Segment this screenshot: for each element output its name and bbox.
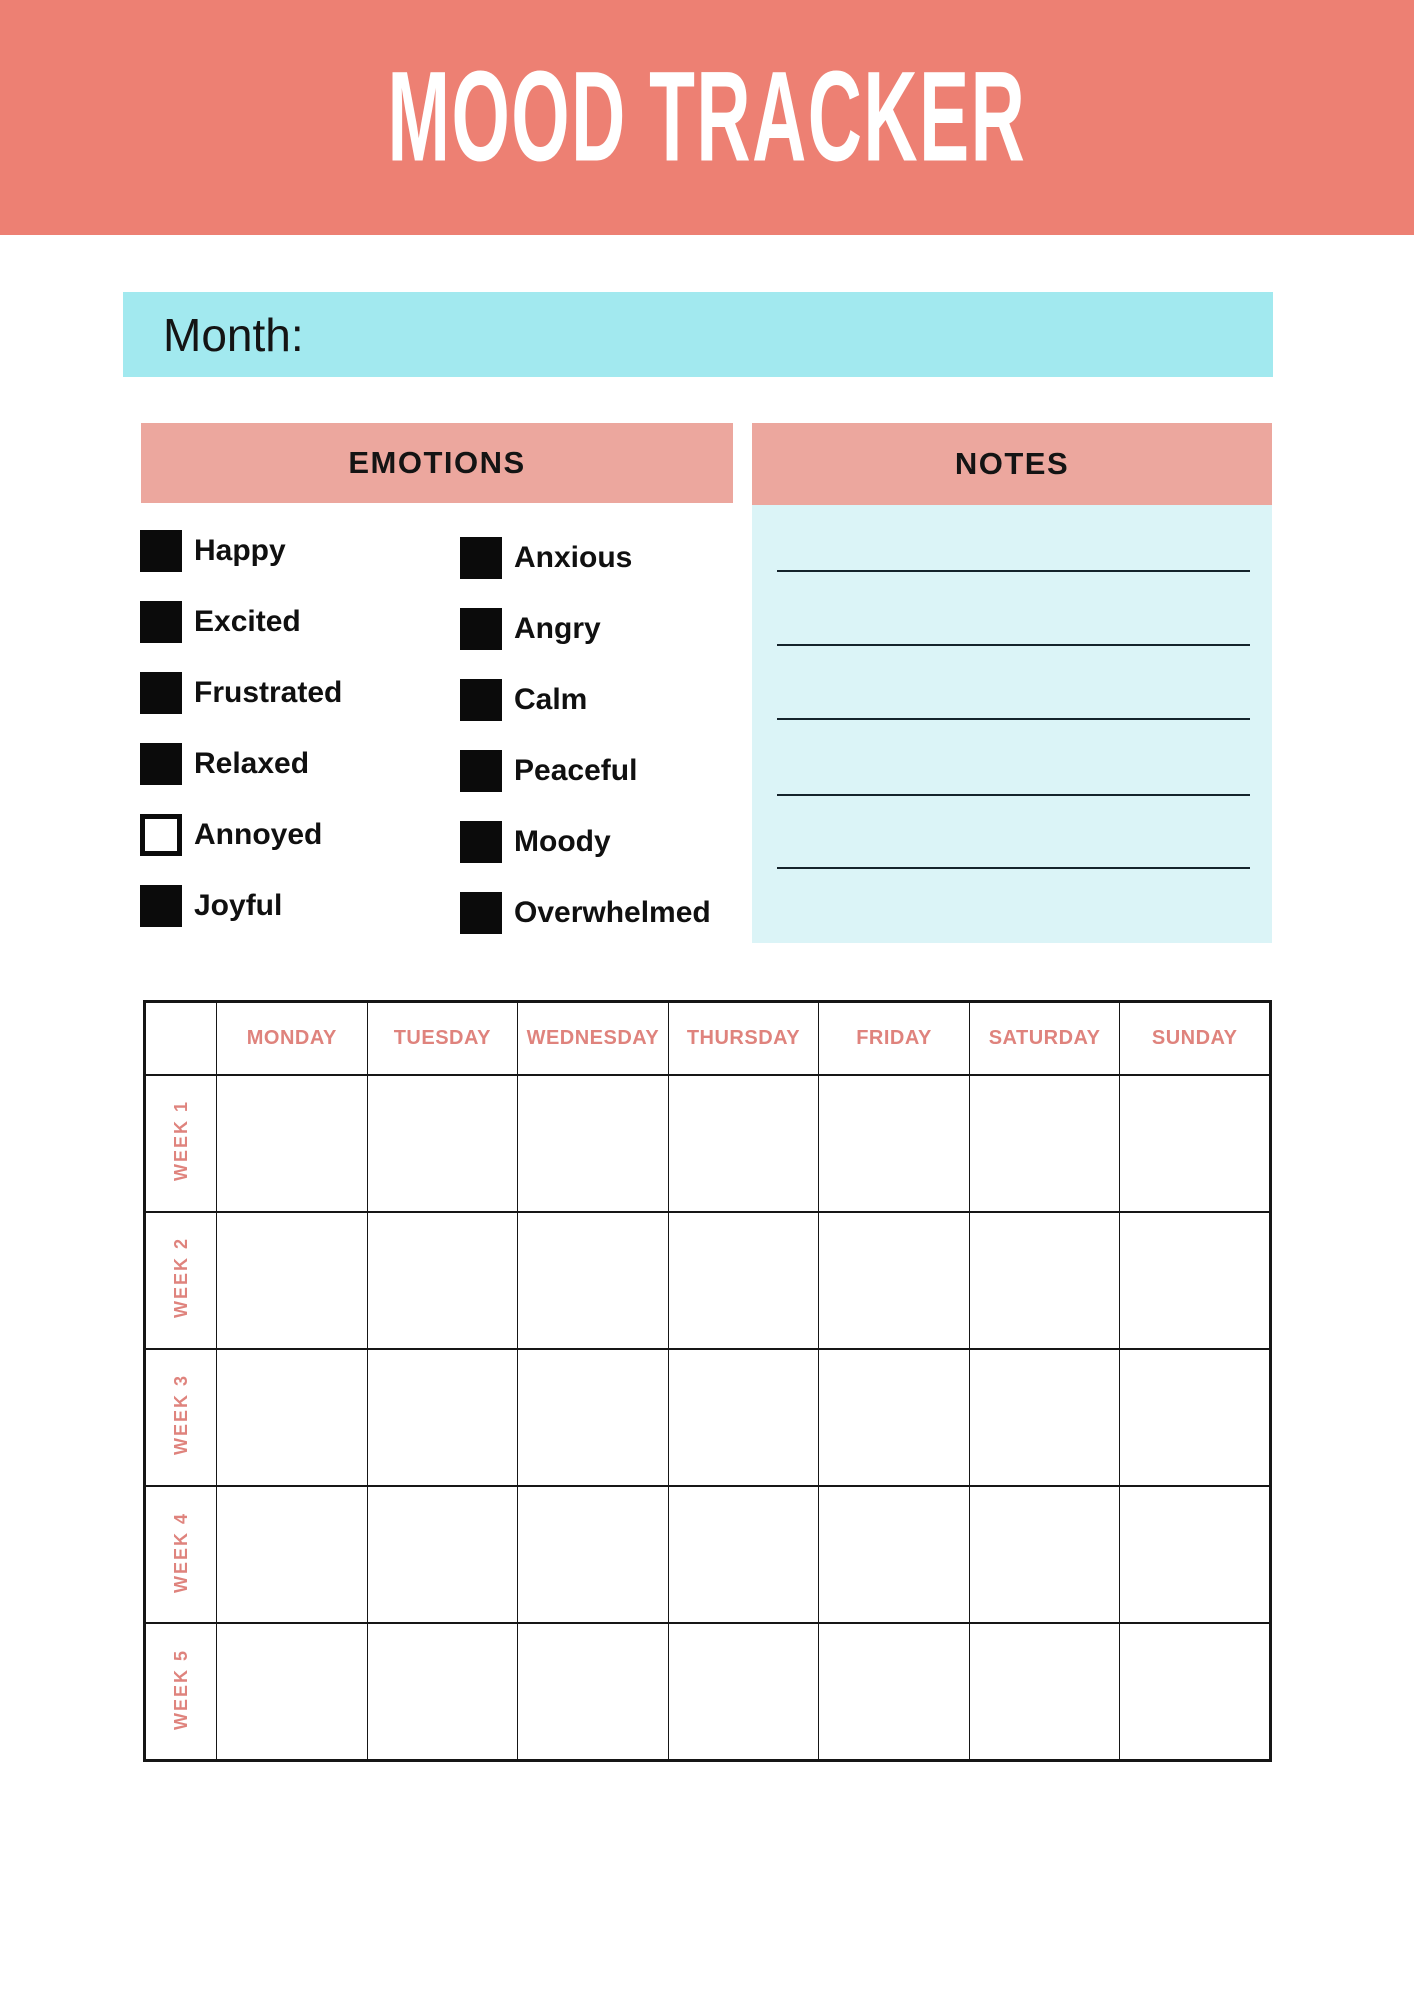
week-label-3: WEEK 3 [145,1349,217,1486]
emotion-item [460,821,711,863]
emotion-label: Excited [194,605,301,638]
emotion-checkbox-peaceful[interactable] [460,750,502,792]
emotion-label: Anxious [514,541,633,574]
emotion-label: Frustrated [194,676,343,709]
emotions-column-left [140,530,342,956]
month-input[interactable] [322,305,1243,365]
emotion-item [140,885,342,927]
notes-line[interactable] [777,644,1250,646]
calendar-cell[interactable] [969,1212,1120,1349]
calendar-cell[interactable] [819,1623,970,1760]
emotion-label: Overwhelmed [514,896,711,929]
emotion-checkbox-overwhelmed[interactable] [460,892,502,934]
calendar-cell[interactable] [518,1212,669,1349]
emotion-item [140,601,342,643]
week-label-4: WEEK 4 [145,1486,217,1623]
emotions-header-label: EMOTIONS [348,445,526,480]
emotion-checkbox-calm[interactable] [460,679,502,721]
emotion-label: Peaceful [514,754,638,787]
emotion-item [460,537,711,579]
emotion-checkbox-excited[interactable] [140,601,182,643]
calendar-cell[interactable] [1120,1212,1271,1349]
notes-line[interactable] [777,718,1250,720]
emotion-checkbox-happy[interactable] [140,530,182,572]
calendar-cell[interactable] [518,1486,669,1623]
calendar-cell[interactable] [367,1623,518,1760]
calendar-cell[interactable] [819,1349,970,1486]
calendar-cell[interactable] [217,1075,368,1212]
calendar-cell[interactable] [668,1212,819,1349]
emotion-label: Relaxed [194,747,310,780]
day-header-monday: MONDAY [217,1002,368,1075]
calendar-week-row [145,1212,1271,1349]
month-label: Month: [163,308,304,361]
week-label-5: WEEK 5 [145,1623,217,1760]
day-header-sunday: SUNDAY [1120,1002,1271,1075]
emotion-checkbox-moody[interactable] [460,821,502,863]
calendar-table [143,1000,1272,1762]
emotion-item [140,743,342,785]
day-header-saturday: SATURDAY [969,1002,1120,1075]
calendar-corner-cell [145,1002,217,1075]
emotion-item [460,892,711,934]
calendar-cell[interactable] [367,1486,518,1623]
emotion-checkbox-frustrated[interactable] [140,672,182,714]
emotion-item [460,750,711,792]
header-banner [0,0,1414,235]
calendar-cell[interactable] [1120,1075,1271,1212]
emotion-item [140,530,342,572]
calendar-cell[interactable] [668,1486,819,1623]
calendar-header-row [145,1002,1271,1075]
page-title: MOOD TRACKER [387,45,1027,189]
emotion-label: Moody [514,825,611,858]
emotion-item [140,814,342,856]
calendar-cell[interactable] [969,1623,1120,1760]
month-bar [123,292,1273,377]
calendar-cell[interactable] [217,1212,368,1349]
calendar-cell[interactable] [1120,1486,1271,1623]
calendar-cell[interactable] [367,1212,518,1349]
emotion-item [460,608,711,650]
notes-header-label: NOTES [954,446,1070,481]
emotion-checkbox-angry[interactable] [460,608,502,650]
calendar-cell[interactable] [819,1212,970,1349]
calendar-cell[interactable] [217,1623,368,1760]
calendar-cell[interactable] [668,1349,819,1486]
calendar-cell[interactable] [969,1349,1120,1486]
week-label-2: WEEK 2 [145,1212,217,1349]
calendar-week-row [145,1349,1271,1486]
calendar-cell[interactable] [518,1349,669,1486]
calendar-cell[interactable] [367,1075,518,1212]
calendar-cell[interactable] [819,1075,970,1212]
emotion-item [140,672,342,714]
emotion-label: Angry [514,612,601,645]
emotions-section-header [141,423,733,503]
calendar-cell[interactable] [367,1349,518,1486]
calendar-week-row [145,1623,1271,1760]
emotion-label: Joyful [194,889,283,922]
day-header-friday: FRIDAY [819,1002,970,1075]
notes-line[interactable] [777,570,1250,572]
notes-line[interactable] [777,794,1250,796]
emotions-column-right [460,537,711,963]
day-header-wednesday: WEDNESDAY [518,1002,669,1075]
emotion-checkbox-annoyed[interactable] [140,814,182,856]
day-header-thursday: THURSDAY [668,1002,819,1075]
emotion-checkbox-anxious[interactable] [460,537,502,579]
day-header-tuesday: TUESDAY [367,1002,518,1075]
notes-body [752,505,1272,943]
calendar-cell[interactable] [518,1075,669,1212]
week-label-1: WEEK 1 [145,1075,217,1212]
emotion-checkbox-joyful[interactable] [140,885,182,927]
calendar-cell[interactable] [518,1623,669,1760]
calendar-cell[interactable] [1120,1623,1271,1760]
emotion-label: Happy [194,534,286,567]
calendar-cell[interactable] [668,1075,819,1212]
notes-section-header [752,423,1272,505]
calendar-cell[interactable] [969,1486,1120,1623]
notes-line[interactable] [777,867,1250,869]
emotion-label: Annoyed [194,818,323,851]
calendar-cell[interactable] [217,1349,368,1486]
calendar-week-row [145,1486,1271,1623]
emotion-item [460,679,711,721]
calendar-cell[interactable] [668,1623,819,1760]
calendar-week-row [145,1075,1271,1212]
calendar-cell[interactable] [969,1075,1120,1212]
calendar-cell[interactable] [819,1486,970,1623]
emotion-checkbox-relaxed[interactable] [140,743,182,785]
calendar-cell[interactable] [1120,1349,1271,1486]
emotion-label: Calm [514,683,588,716]
calendar-cell[interactable] [217,1486,368,1623]
